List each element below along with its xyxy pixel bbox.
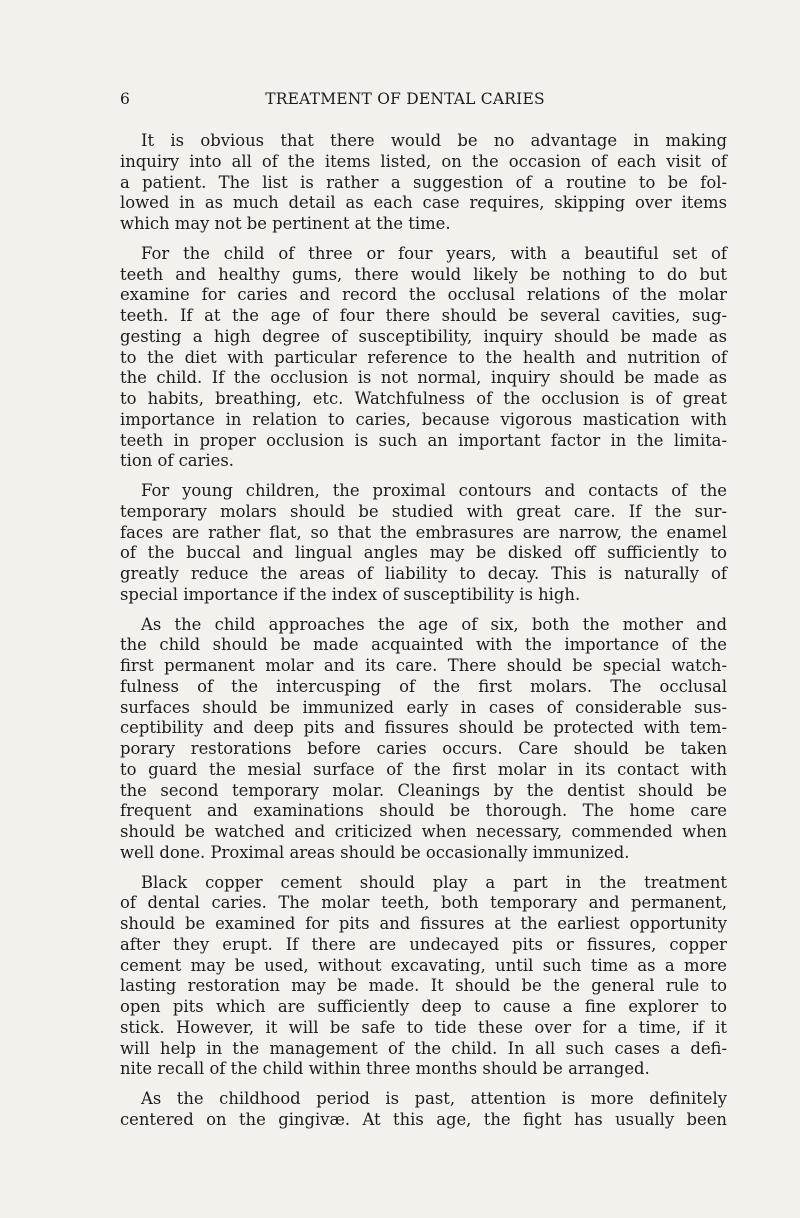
text-line: tion of caries. [120,451,234,471]
text-line: should be watched and criticized when necessary, commended when [120,822,727,841]
body-text [120,131,727,1140]
text-line: surfaces should be immunized early in cases of considerable sus- [120,697,727,717]
text-line: teeth and healthy gums, there would likely be nothing to do but [120,264,727,284]
text-line: teeth in proper occlusion is such an important factor in the limita- [120,430,727,450]
text-line: to the diet with particular reference to the health and nutrition of [120,347,727,367]
text-line: well done. Proximal areas should be occasionally immunized. [120,842,630,862]
text-line: ceptibility and deep pits and fissures should be protected with tem- [120,718,727,738]
text-line: special importance if the index of susceptibility is high. [120,584,581,604]
paragraph [120,615,727,864]
text-line: lasting restoration may be made. It should be the general rule to [120,976,727,996]
text-line: of the buccal and lingual angles may be disked off sufficiently to [120,543,727,563]
text-line: frequent and examinations should be thorough. The home care [120,801,727,821]
paragraph [120,873,727,1081]
text-line: centered on the gingivæ. At this age, the fight has usually been [120,1109,727,1129]
text-line: inquiry into all of the items listed, on the occasion of each visit of [120,151,727,171]
running-head [0,90,800,112]
running-title: TREATMENT OF DENTAL CARIES [265,90,545,108]
text-line: Black copper cement should play a part in the treatment [141,872,727,892]
text-line: the second temporary molar. Cleanings by the dentist should be [120,780,727,800]
text-line: As the child approaches the age of six, both the mother and [141,614,727,634]
text-line: greatly reduce the areas of liability to decay. This is naturally of [120,564,727,583]
text-line: For the child of three or four years, with a beautiful set of [141,243,727,263]
text-line: the child. If the occlusion is not normal, inquiry should be made as [120,368,727,388]
text-line: should be examined for pits and fissures at the earliest opportunity [120,914,727,933]
text-line: As the childhood period is past, attention is more definitely [141,1089,727,1108]
text-line: after they erupt. If there are undecayed pits or fissures, copper [120,934,727,954]
paragraph [120,481,727,606]
text-line: stick. However, it will be safe to tide these over for a time, if it [120,1017,727,1037]
text-line: the child should be made acquainted with the importance of the [120,635,727,655]
text-line: lowed in as much detail as each case requires, skipping over items [120,193,727,213]
text-line: faces are rather flat, so that the embrasures are narrow, the enamel [120,522,727,542]
text-line: to guard the mesial surface of the first molar in its contact with [120,759,727,779]
text-line: porary restorations before caries occurs. Care should be taken [120,739,727,758]
text-line: to habits, breathing, etc. Watchfulness of the occlusion is of great [120,389,727,408]
paragraph [120,131,727,235]
text-line: teeth. If at the age of four there should be several cavities, sug- [120,306,727,325]
text-line: gesting a high degree of susceptibility, inquiry should be made as [120,326,727,346]
text-line: first permanent molar and its care. There should be special watch- [120,656,727,675]
text-line: temporary molars should be studied with great care. If the sur- [120,501,727,521]
text-line: fulness of the intercusping of the first molars. The occlusal [120,676,727,696]
text-line: importance in relation to caries, because vigorous mastication with [120,409,727,429]
text-line: which may not be pertinent at the time. [120,214,451,233]
text-line: nite recall of the child within three months should be arranged. [120,1059,650,1079]
text-line: For young children, the proximal contours and contacts of the [141,481,727,500]
text-line: open pits which are sufficiently deep to cause a fine explorer to [120,997,727,1016]
text-line: will help in the management of the child. In all such cases a defi- [120,1038,727,1058]
text-line: of dental caries. The molar teeth, both temporary and permanent, [120,893,727,913]
paragraph [120,244,727,472]
text-line: a patient. The list is rather a suggestion of a routine to be fol- [120,172,727,192]
paragraph [120,1089,727,1131]
text-line: cement may be used, without excavating, until such time as a more [120,955,727,975]
text-line: It is obvious that there would be no advantage in making [141,131,727,150]
text-line: examine for caries and record the occlusal relations of the molar [120,285,727,305]
page-number: 6 [120,90,131,108]
